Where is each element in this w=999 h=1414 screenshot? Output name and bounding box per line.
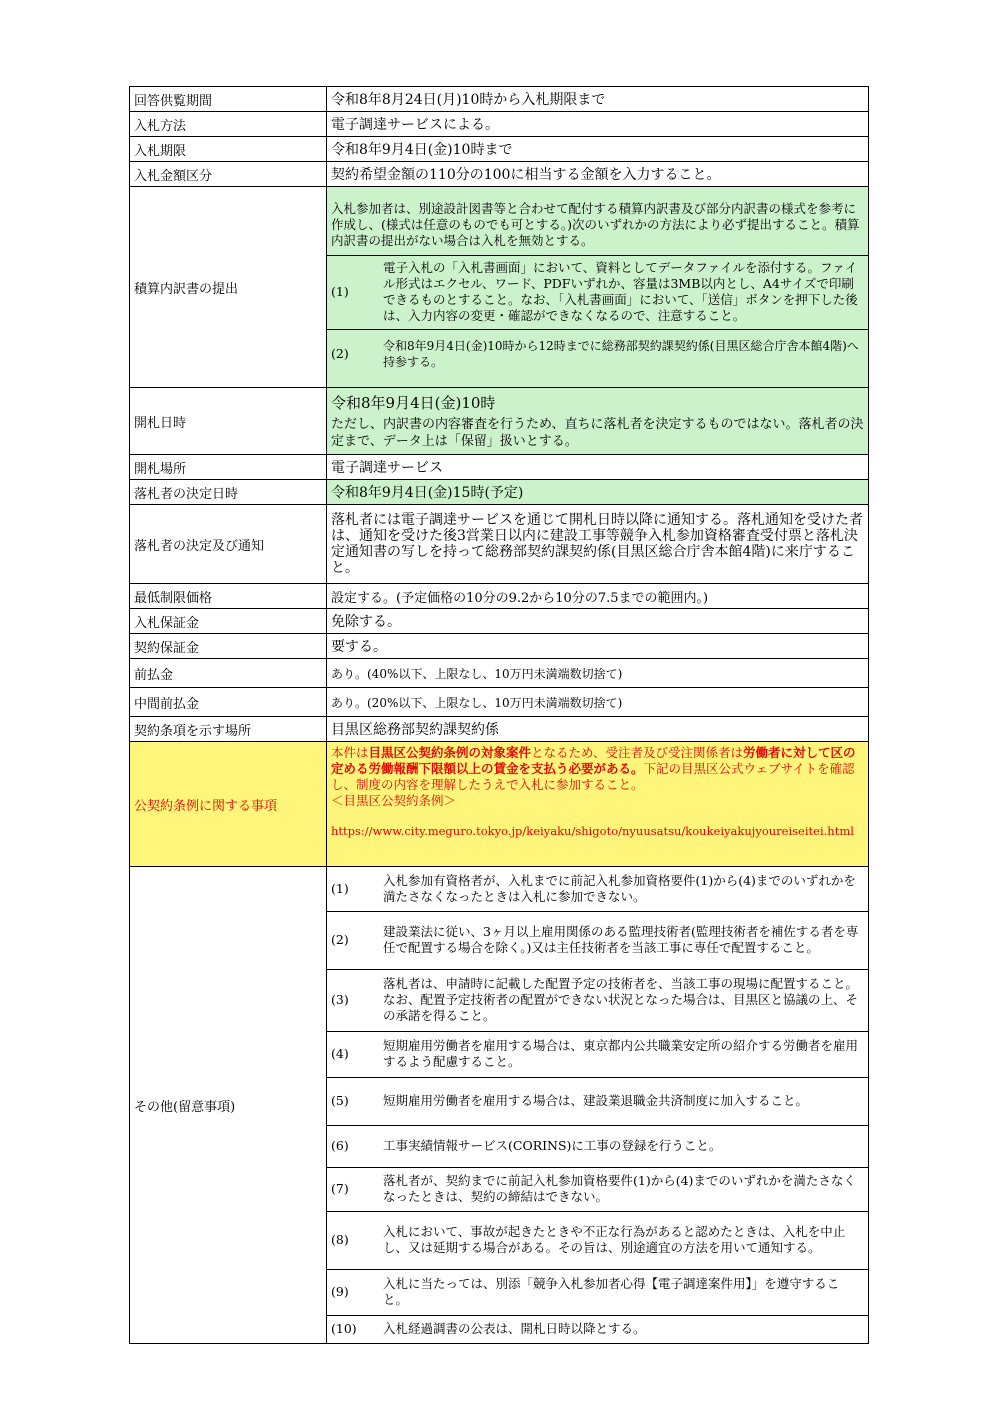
koukeiyaku-text-1: 本件は — [331, 745, 369, 760]
label-maebarai: 前払金 — [130, 659, 327, 688]
value-hoshou-keiyaku: 要する。 — [327, 634, 869, 659]
item-number: (9) — [327, 1269, 379, 1315]
item-text: 工事実績情報サービス(CORINS)に工事の登録を行うこと。 — [379, 1125, 868, 1167]
item-text: 入札参加有資格者が、入札までに前記入札参加資格要件(1)から(4)までのいずれかを満たさなくなったときは入札に参加できない。 — [383, 872, 856, 904]
row-kaisatsu — [130, 388, 869, 455]
item-number: (8) — [327, 1211, 379, 1269]
label-hoshou-keiyaku: 契約保証金 — [130, 634, 327, 659]
value-kaisatsu — [327, 388, 869, 455]
value-maebarai: あり。(40%以下、上限なし、10万円未満端数切捨て) — [327, 659, 869, 688]
label-sonota: その他(留意事項) — [130, 867, 327, 1344]
value-kaitou: 令和8年8月24日(月)10時から入札期限まで — [327, 87, 869, 112]
item-number: (2) — [327, 329, 379, 377]
list-item — [327, 1031, 868, 1077]
koukeiyaku-text-4: 労働者に対して区の定める労働報酬下限額以上の賃金を支払う必要がある。 — [331, 745, 856, 776]
label-koukeiyaku: 公契約条例に関する事項 — [130, 742, 327, 867]
value-joukou: 目黒区総務部契約課契約係 — [327, 717, 869, 742]
list-item — [327, 1211, 868, 1269]
item-text: 入札に当たっては、別添「競争入札参加者心得【電子調達案件用】」を遵守すること。 — [379, 1269, 868, 1315]
kaisatsu-note: ただし、内訳書の内容審査を行うため、直ちに落札者を決定するものではない。落札者の決定まで、データ上は「保留」扱いとする。 — [331, 417, 864, 449]
label-basho: 開札場所 — [130, 455, 327, 480]
item-number: (3) — [327, 969, 379, 1031]
row-chukan — [130, 688, 869, 717]
label-kingaku: 入札金額区分 — [130, 162, 327, 187]
item-text: 短期雇用労働者を雇用する場合は、東京都内公共職業安定所の紹介する労働者を雇用するよう配慮すること。 — [379, 1031, 868, 1077]
value-sonota — [327, 867, 869, 1344]
row-sekisan — [130, 187, 869, 388]
list-item — [327, 1077, 868, 1125]
label-kettei-tsuchi: 落札者の決定及び通知 — [130, 505, 327, 584]
item-number: (1) — [331, 880, 349, 896]
row-kettei-bi — [130, 480, 869, 505]
item-number: (6) — [327, 1125, 379, 1167]
value-kettei-tsuchi: 落札者には電子調達サービスを通じて開札日時以降に通知する。落札通知を受けた者は、通知を受けた後3営業日以内に建設工事等競争入札参加資格審査受付票と落札決定通知書の写しを持って総務部契約課契約係(目黒区総合庁舎本館4階)に来庁すること。 — [327, 505, 869, 584]
list-item — [327, 911, 868, 969]
item-text: 入札において、事故が起きたときや不正な行為があると認めたときは、入札を中止し、又は延期する場合がある。その旨は、別途適宜の方法を用いて通知する。 — [379, 1211, 868, 1269]
label-kaisatsu: 開札日時 — [130, 388, 327, 455]
value-kettei-bi: 令和8年9月4日(金)15時(予定) — [327, 480, 869, 505]
row-hoshou-keiyaku — [130, 634, 869, 659]
koukeiyaku-text-5: 下記の目黒区公式ウェブサイトを確認し、制度の内容を理解したうえで入札に参加すること。 — [331, 761, 855, 792]
row-houhou — [130, 112, 869, 137]
item-number: (10) — [327, 1315, 379, 1343]
value-houhou: 電子調達サービスによる。 — [327, 112, 869, 137]
row-koukeiyaku — [130, 742, 869, 867]
kaisatsu-datetime: 令和8年9月4日(金)10時 — [331, 394, 496, 412]
label-chukan: 中間前払金 — [130, 688, 327, 717]
item-text: 短期雇用労働者を雇用する場合は、建設業退職金共済制度に加入すること。 — [379, 1077, 868, 1125]
item-number: (7) — [327, 1167, 379, 1211]
item-number: (1) — [331, 284, 349, 300]
value-kigen: 令和8年9月4日(金)10時まで — [327, 137, 869, 162]
row-sonota — [130, 867, 869, 1344]
list-item — [327, 867, 868, 911]
koukeiyaku-url[interactable]: https://www.city.meguro.tokyo.jp/keiyaku/shigoto/nyuusatsu/koukeiyakujyoureiseitei.html — [331, 824, 854, 838]
row-maebarai — [130, 659, 869, 688]
value-sekisan — [327, 187, 869, 388]
label-saitei: 最低制限価格 — [130, 584, 327, 609]
row-basho — [130, 455, 869, 480]
row-saitei — [130, 584, 869, 609]
koukeiyaku-text-3: となるため、受注者及び受注関係者は — [531, 745, 744, 760]
label-joukou: 契約条項を示す場所 — [130, 717, 327, 742]
item-text: 落札者が、契約までに前記入札参加資格要件(1)から(4)までのいずれかを満たさなくなったときは、契約の締結はできない。 — [379, 1167, 868, 1211]
item-text: 落札者は、申請時に記載した配置予定の技術者を、当該工事の現場に配置すること。なお、配置予定技術者の配置ができない状況となった場合は、目黒区と協議の上、その承諾を得ること。 — [379, 969, 868, 1031]
tender-conditions-table — [129, 86, 869, 1344]
item-text: 入札経過調書の公表は、開札日時以降とする。 — [379, 1315, 868, 1343]
sekisan-intro: 入札参加者は、別途設計図書等と合わせて配付する積算内訳書及び部分内訳書の様式を参考に作成し、(様式は任意のものでも可とする。)次のいずれかの方法により必ず提出すること。積算内訳書の提出がない場合は入札を無効とする。 — [331, 200, 860, 248]
list-item — [327, 255, 868, 329]
label-kigen: 入札期限 — [130, 137, 327, 162]
item-number: (5) — [327, 1077, 379, 1125]
sekisan-items — [327, 255, 868, 378]
list-item — [327, 1315, 868, 1343]
value-chukan: あり。(20%以下、上限なし、10万円未満端数切捨て) — [327, 688, 869, 717]
value-basho: 電子調達サービス — [327, 455, 869, 480]
item-number: (2) — [327, 911, 379, 969]
row-kettei-tsuchi — [130, 505, 869, 584]
row-hoshou-nyusatsu — [130, 609, 869, 634]
label-hoshou-nyusatsu: 入札保証金 — [130, 609, 327, 634]
row-kigen — [130, 137, 869, 162]
row-kingaku — [130, 162, 869, 187]
list-item — [327, 1167, 868, 1211]
list-item — [327, 329, 868, 377]
list-item — [327, 1269, 868, 1315]
item-text: 電子入札の「入札書画面」において、資料としてデータファイルを添付する。ファイル形式はエクセル、ワード、PDFいずれか、容量は3MB以内とし、A4サイズで印刷できるものとすること。なお、「入札書画面」において、「送信」ボタンを押下した後は、入力内容の変更・確認ができなくなるので、注意すること。 — [383, 260, 858, 324]
item-number: (4) — [327, 1031, 379, 1077]
sonota-items — [327, 867, 868, 1343]
value-kingaku: 契約希望金額の110分の100に相当する金額を入力すること。 — [327, 162, 869, 187]
value-koukeiyaku — [327, 742, 869, 867]
row-joukou — [130, 717, 869, 742]
label-kaitou: 回答供覧期間 — [130, 87, 327, 112]
value-saitei: 設定する。(予定価格の10分の9.2から10分の7.5までの範囲内。) — [327, 584, 869, 609]
koukeiyaku-text-2: 目黒区公契約条例の対象案件 — [368, 745, 532, 760]
item-text: 令和8年9月4日(金)10時から12時までに総務部契約課契約係(目黒区総合庁舎本館4階)へ持参する。 — [379, 329, 868, 377]
list-item — [327, 969, 868, 1031]
label-houhou: 入札方法 — [130, 112, 327, 137]
value-hoshou-nyusatsu: 免除する。 — [327, 609, 869, 634]
item-text: 建設業法に従い、3ヶ月以上雇用関係のある監理技術者(監理技術者を補佐する者を専任で配置する場合を除く。)又は主任技術者を当該工事に専任で配置すること。 — [379, 911, 868, 969]
label-kettei-bi: 落札者の決定日時 — [130, 480, 327, 505]
list-item — [327, 1125, 868, 1167]
koukeiyaku-heading: ＜目黒区公契約条例＞ — [331, 793, 457, 808]
row-kaitou — [130, 87, 869, 112]
label-sekisan: 積算内訳書の提出 — [130, 187, 327, 388]
